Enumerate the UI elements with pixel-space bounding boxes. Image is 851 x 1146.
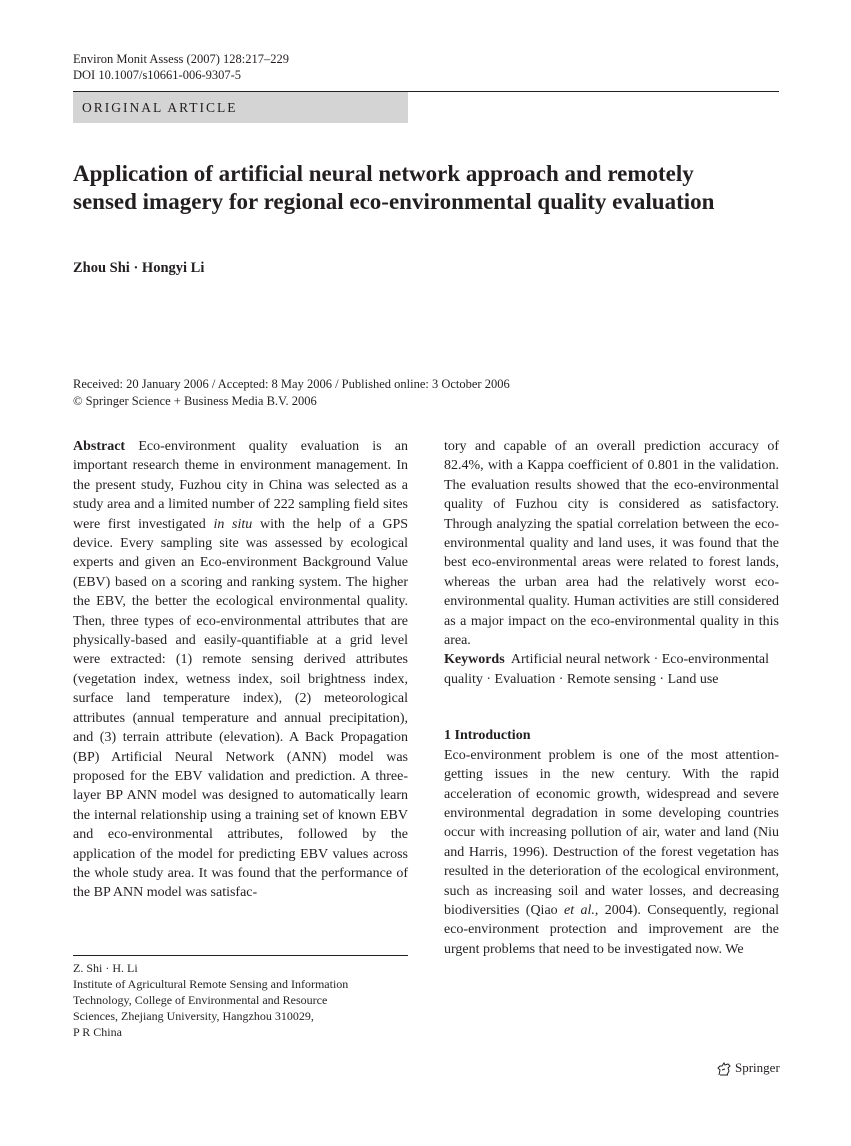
introduction-paragraph [444,746,779,959]
footnote-rule [73,955,408,956]
abstract-continuation: tory and capable of an overall prediction accuracy of 82.4%, with a Kappa coefficient of 0.801 in the validation. The evaluation results showed that the eco-environmental quality of Fuzhou city is considered as satisfactory. Through analyzing the spatial correlation between the eco-environmental quality and land uses, it was found that the best eco-environmental areas were related to forest lands, whereas the urban area had the relatively worst eco-environmental quality. Human activities are still considered as a major impact on the eco-environmental quality in this area. [444,439,779,649]
publisher-logo [716,1060,780,1076]
copyright-line: © Springer Science + Business Media B.V. 2006 [73,394,317,408]
springer-horse-icon [716,1061,732,1076]
author-list: Zhou Shi · Hongyi Li [73,260,205,276]
author-affiliation [73,960,408,1040]
et-al-term: et al. [564,902,595,918]
introduction-heading: 1 Introduction [444,728,531,744]
received-accepted-dates: Received: 20 January 2006 / Accepted: 8 May 2006 / Published online: 3 October 2006 [73,377,510,391]
doi: DOI 10.1007/s10661-006-9307-5 [73,68,242,82]
keywords-text: Artificial neural network · Eco-environmental quality · Evaluation · Remote sensing · Land use [444,652,770,687]
publisher-name: Springer [735,1060,780,1075]
affiliation-line-1: Institute of Agricultural Remote Sensing and Information [73,977,349,991]
running-header [73,51,289,83]
abstract-paragraph [73,437,408,903]
keywords-block [444,650,779,689]
affiliation-line-3: Sciences, Zhejiang University, Hangzhou 310029, [73,1009,314,1023]
article-type-label: ORIGINAL ARTICLE [73,92,408,123]
intro-text-b: , 2004). Consequently, regional eco-environment protection and improvement are the urgent problems that need to be investigated now. We [444,902,779,957]
affiliation-line-4: P R China [73,1025,122,1039]
article-title: Application of artificial neural network approach and remotely sensed imagery for regional eco-environmental quality evaluation [73,161,715,214]
affiliation-authors: Z. Shi · H. Li [73,961,138,975]
affiliation-line-2: Technology, College of Environmental and Resource [73,993,328,1007]
abstract-heading: Abstract [73,439,126,454]
abstract-text-b: with the help of a GPS device. Every sampling site was assessed by ecological experts and given an Eco-environment Background Value (EBV) based on a scoring and ranking system. The higher the EBV, the better the ecological environmental quality. Then, three types of eco-environmental attributes that are physically-based and easily-quantifiable at a grid level were extracted: (1) remote sensing derived attributes (vegetation index, wetness index, soil brightness index, surface land temperature index), (2) meteorological attributes (annual temperature and annual precipitation), and (3) terrain attribute (elevation). A Back Propagation (BP) Artificial Neural Network (ANN) model was proposed for the EBV validation and prediction. A three-layer BP ANN model was designed to automatically learn the internal relationship using a training set of known EBV and eco-environmental attributes, followed by the application of the model for predicting EBV values across the whole study area. It was found that the performance of the BP ANN model was satisfac- [73,516,409,901]
publication-dates [73,376,510,410]
journal-citation: Environ Monit Assess (2007) 128:217–229 [73,52,289,66]
keywords-heading: Keywords [444,652,505,668]
intro-text-a: Eco-environment problem is one of the most attention-getting issues in the new century. With the rapid acceleration of economic growth, widespread and severe environmental degradation in some developing countries occur with increasing pollution of air, water and land (Niu and Harris, 1996). Destruction of the forest vegetation has resulted in the deterioration of the ecological environment, such as increasing soil and water losses, and decreasing biodiversities (Qiao [444,747,779,918]
abstract-left-column [73,437,408,903]
right-column [444,437,779,959]
abstract-text-a: Eco-environment quality evaluation is an important research theme in environment management. In the present study, Fuzhou city in China was selected as a study area and a limited number of 222 sampling field sites were first investigated [73,439,409,532]
in-situ-term: in situ [213,516,253,532]
